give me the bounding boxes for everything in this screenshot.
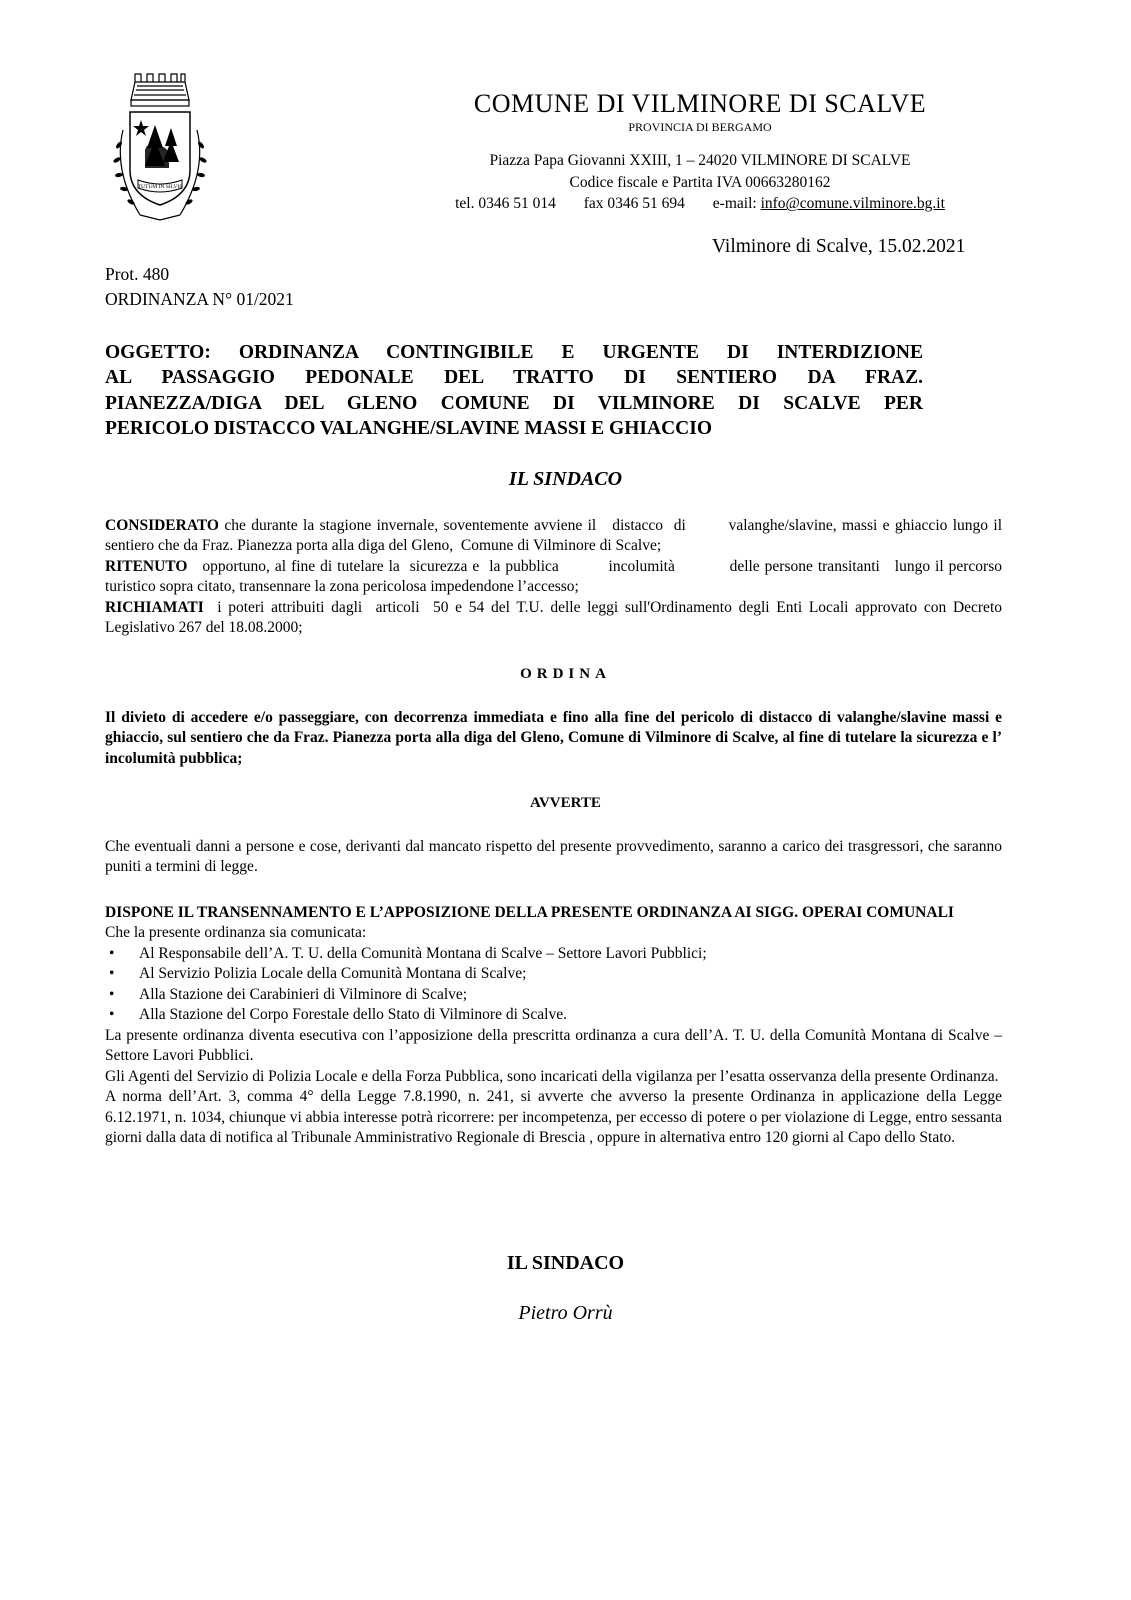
municipality-name: COMUNE DI VILMINORE DI SCALVE (473, 89, 927, 118)
mayor-signature: Pietro Orrù (518, 1302, 613, 1324)
telephone: tel. 0346 51 014 (455, 195, 556, 213)
execution-paragraph: La presente ordinanza diventa esecutiva con l’apposizione della prescritta ordinanza a cura dell’A. T. U. della Comunità Montana di Scalve – Settore Lavori Pubblici. (105, 1026, 1002, 1065)
mayor-heading: IL SINDACO (508, 468, 623, 490)
closing-mayor-title: IL SINDACO (506, 1252, 625, 1274)
appeal-paragraph: A norma dell’Art. 3, comma 4° della Legge 7.8.1990, n. 241, si avverte che avverso la presente Ordinanza in applicazione della Legge 6.12.1971, n. 1034, chiunque vi abbia interesse potrà ricorrere: per incompetenza, per eccesso di potere o per violazione di Legge, entro sessanta giorni dalla data di notifica al Tribunale Amministrativo Regionale di Brescia , oppure in alternativa entro 120 giorni al Capo dello Stato. (105, 1088, 1002, 1146)
svg-text:TUTUM IN SILVIS: TUTUM IN SILVIS (137, 184, 183, 190)
email-block (713, 195, 945, 212)
fax: fax 0346 51 694 (583, 195, 685, 213)
recital-text: opportuno, al fine di tutelare la sicurezza e la pubblica incolumità delle persone transitanti lungo il percorso turistico sopra citato, transennare la zona pericolosa impedendone l’accesso; (105, 557, 1006, 596)
email-link[interactable]: info@comune.vilminore.bg.it (760, 195, 945, 213)
coat-of-arms-icon (105, 70, 215, 235)
subject-line: OGGETTO: ORDINANZA CONTINGIBILE E URGENTE DI INTERDIZIONE (105, 342, 923, 363)
subject-block (105, 340, 923, 441)
avverte-text (105, 837, 1002, 878)
ordina-heading: ORDINA (520, 666, 611, 682)
ordina-text (105, 708, 1002, 769)
email-label: e-mail: (712, 195, 757, 213)
avverte-heading: AVVERTE (530, 795, 601, 811)
list-item: • Al Responsabile dell’A. T. U. della Comunità Montana di Scalve – Settore Lavori Pubblici; (105, 944, 1002, 964)
protocol-block (105, 262, 294, 311)
recitals (105, 516, 1006, 639)
recital-keyword: CONSIDERATO (105, 517, 219, 534)
dispone-intro: Che la presente ordinanza sia comunicata: (105, 924, 367, 942)
list-item: • Alla Stazione del Corpo Forestale dello Stato di Vilminore di Scalve. (105, 1005, 1002, 1025)
list-item: • Alla Stazione dei Carabinieri di Vilminore di Scalve; (105, 985, 1002, 1005)
list-item: • Al Servizio Polizia Locale della Comunità Montana di Scalve; (105, 964, 1002, 984)
protocol-number: Prot. 480 (105, 264, 170, 284)
document-date: Vilminore di Scalve, 15.02.2021 (712, 236, 966, 257)
subject-line: PERICOLO DISTACCO VALANGHE/SLAVINE MASSI E GHIACCIO (105, 418, 712, 440)
recital-considerato (105, 516, 1006, 557)
province-name: PROVINCIA DI BERGAMO (628, 120, 772, 135)
recital-keyword: RICHIAMATI (105, 598, 204, 616)
recipients-list (105, 944, 1002, 1026)
avverte-paragraph: Che eventuali danni a persone e cose, derivanti dal mancato rispetto del presente provvedimento, saranno a carico dei trasgressori, che saranno puniti a termini di legge. (105, 838, 1002, 876)
dispone-heading: DISPONE IL TRANSENNAMENTO E L’APPOSIZIONE DELLA PRESENTE ORDINANZA AI SIGG. OPERAI COMUNALI (105, 904, 954, 921)
dispone-section (105, 903, 1002, 1148)
letterhead (330, 88, 1070, 215)
recital-ritenuto (105, 557, 1006, 598)
subject-line: AL PASSAGGIO PEDONALE DEL TRATTO DI SENTIERO DA FRAZ. (105, 367, 923, 389)
tax-code: Codice fiscale e Partita IVA 00663280162 (569, 173, 831, 191)
recital-keyword: RITENUTO (105, 557, 188, 575)
ordina-paragraph: Il divieto di accedere e/o passeggiare, con decorrenza immediata e fino alla fine del pericolo di distacco di valanghe/slavine massi e ghiaccio, sul sentiero che da Fraz. Pianezza porta alla diga del Gleno, Comune di Vilminore di Scalve, al fine di tutelare la sicurezza e l’ incolumità pubblica; (105, 709, 1002, 767)
subject-line: PIANEZZA/DIGA DEL GLENO COMUNE DI VILMINORE DI SCALVE PER (105, 392, 923, 414)
municipal-coat-of-arms (105, 70, 215, 235)
ordinance-number: ORDINANZA N° 01/2021 (105, 288, 294, 309)
enforcement-paragraph: Gli Agenti del Servizio di Polizia Locale e della Forza Pubblica, sono incaricati della vigilanza per l’esatta osservanza della presente Ordinanza. (105, 1067, 999, 1085)
recital-text: i poteri attribuiti dagli articoli 50 e 54 del T.U. delle leggi sull'Ordinamento degli Enti Locali approvato con Decreto Legislativo 267 del 18.08.2000; (105, 598, 1006, 637)
recital-text: che durante la stagione invernale, soventemente avviene il distacco di valanghe/slavine, massi e ghiaccio lungo il sentiero che da Fraz. Pianezza porta alla diga del Gleno, Comune di Vilminore di Scalve; (105, 517, 1006, 555)
municipality-address: Piazza Papa Giovanni XXIII, 1 – 24020 VILMINORE DI SCALVE (489, 152, 911, 170)
recital-richiamati (105, 598, 1006, 639)
contact-line (330, 193, 1070, 215)
